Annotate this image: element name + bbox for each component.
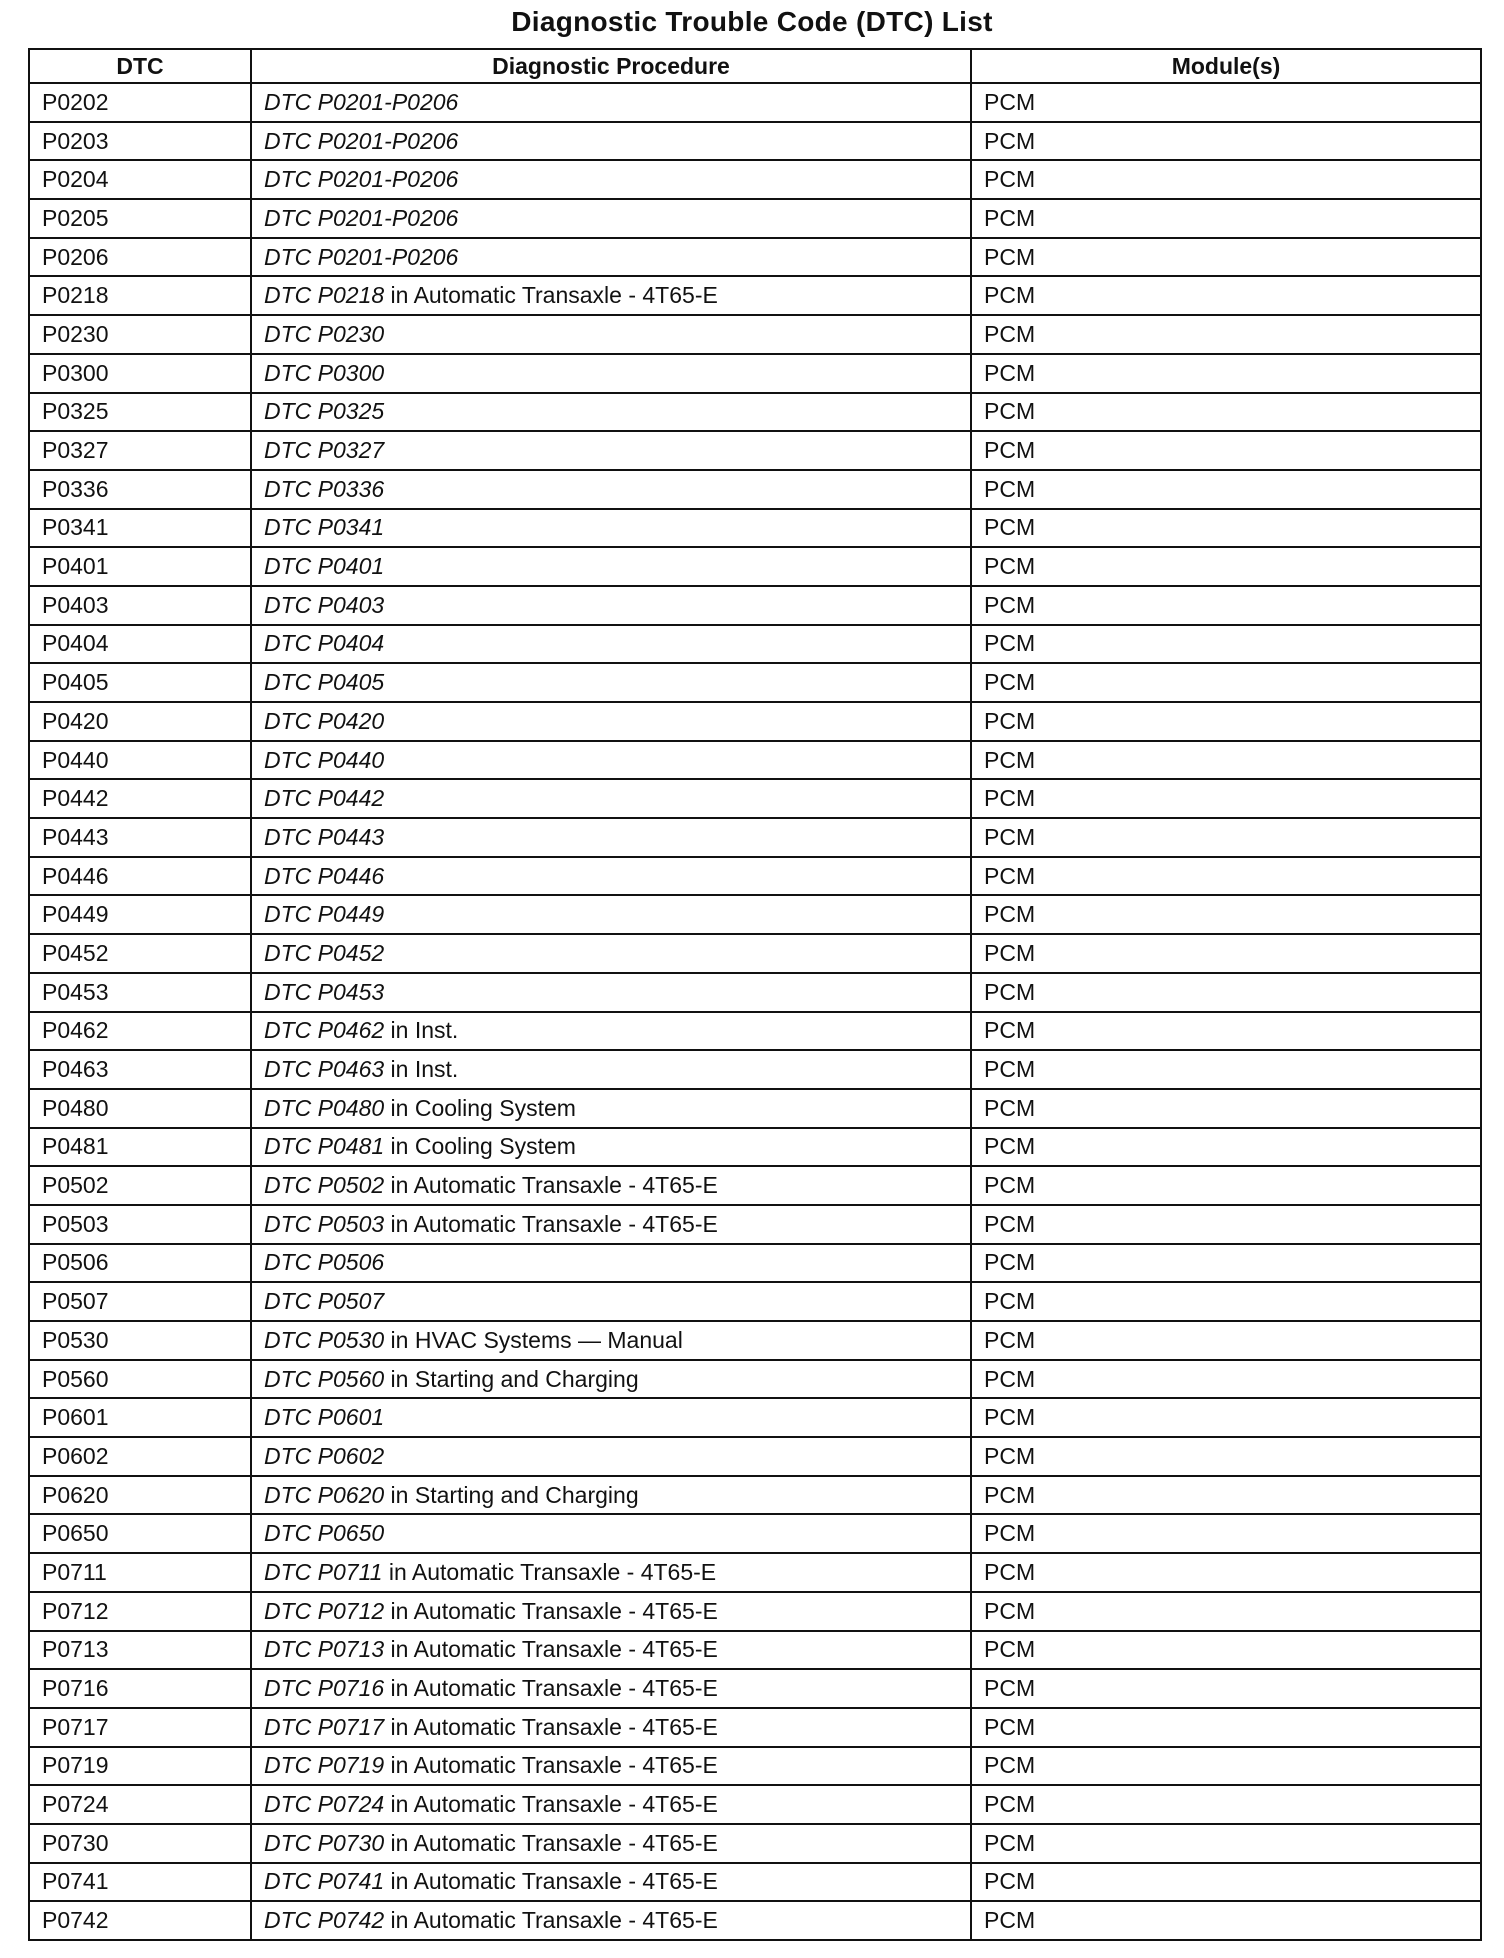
module-cell: PCM	[971, 1514, 1481, 1553]
table-row	[29, 1553, 1481, 1592]
table-row	[29, 779, 1481, 818]
dtc-code-cell: P0440	[29, 741, 251, 780]
procedure-link[interactable]: DTC P0530	[264, 1326, 385, 1353]
dtc-code-cell: P0325	[29, 393, 251, 432]
procedure-cell	[251, 1205, 971, 1244]
procedure-link[interactable]: DTC P0560	[264, 1365, 385, 1392]
table-row	[29, 741, 1481, 780]
procedure-link[interactable]: DTC P0218	[264, 282, 385, 309]
table-row	[29, 83, 1481, 122]
module-cell: PCM	[971, 393, 1481, 432]
module-cell: PCM	[971, 354, 1481, 393]
procedure-cell	[251, 160, 971, 199]
module-cell: PCM	[971, 1631, 1481, 1670]
module-cell: PCM	[971, 1321, 1481, 1360]
table-row	[29, 393, 1481, 432]
procedure-location: in Automatic Transaxle - 4T65-E	[384, 1172, 718, 1199]
table-row	[29, 586, 1481, 625]
module-cell: PCM	[971, 1476, 1481, 1515]
table-row	[29, 1205, 1481, 1244]
procedure-cell	[251, 895, 971, 934]
module-cell: PCM	[971, 1282, 1481, 1321]
procedure-cell	[251, 625, 971, 664]
procedure-cell	[251, 354, 971, 393]
procedure-cell	[251, 1244, 971, 1283]
procedure-cell	[251, 1437, 971, 1476]
module-cell: PCM	[971, 1244, 1481, 1283]
module-cell: PCM	[971, 238, 1481, 277]
table-row	[29, 122, 1481, 161]
module-cell: PCM	[971, 857, 1481, 896]
procedure-location: in Automatic Transaxle - 4T65-E	[384, 1829, 718, 1856]
dtc-code-cell: P0560	[29, 1360, 251, 1399]
dtc-code-cell: P0462	[29, 1012, 251, 1051]
dtc-code-cell: P0336	[29, 470, 251, 509]
dtc-code-cell: P0741	[29, 1863, 251, 1902]
procedure-link[interactable]: DTC P0741	[264, 1868, 385, 1895]
table-row	[29, 1824, 1481, 1863]
dtc-code-cell: P0446	[29, 857, 251, 896]
procedure-link[interactable]: DTC P0507	[264, 1288, 385, 1315]
procedure-cell	[251, 1747, 971, 1786]
procedure-location: in Cooling System	[384, 1094, 576, 1121]
procedure-cell	[251, 1321, 971, 1360]
module-cell: PCM	[971, 1824, 1481, 1863]
procedure-cell	[251, 779, 971, 818]
page-title: Diagnostic Trouble Code (DTC) List	[511, 6, 993, 37]
dtc-table	[28, 48, 1482, 1941]
dtc-code-cell: P0443	[29, 818, 251, 857]
table-header-row	[29, 49, 1481, 83]
procedure-link[interactable]: DTC P0502	[264, 1172, 385, 1199]
procedure-link[interactable]: DTC P0405	[264, 669, 385, 696]
table-row	[29, 663, 1481, 702]
procedure-cell	[251, 1089, 971, 1128]
dtc-code-cell: P0442	[29, 779, 251, 818]
procedure-link[interactable]: DTC P0719	[264, 1752, 385, 1779]
procedure-cell	[251, 934, 971, 973]
procedure-link[interactable]: DTC P0506	[264, 1249, 385, 1276]
module-cell: PCM	[971, 586, 1481, 625]
procedure-cell	[251, 1901, 971, 1940]
procedure-location: in Automatic Transaxle - 4T65-E	[384, 1675, 718, 1702]
table-row	[29, 354, 1481, 393]
dtc-code-cell: P0502	[29, 1166, 251, 1205]
procedure-cell	[251, 199, 971, 238]
table-row	[29, 509, 1481, 548]
table-row	[29, 1631, 1481, 1670]
module-cell: PCM	[971, 1863, 1481, 1902]
dtc-code-cell: P0449	[29, 895, 251, 934]
dtc-code-cell: P0712	[29, 1592, 251, 1631]
procedure-link[interactable]: DTC P0201-P0206	[264, 204, 459, 231]
dtc-code-cell: P0742	[29, 1901, 251, 1940]
procedure-cell	[251, 702, 971, 741]
table-row	[29, 315, 1481, 354]
module-cell: PCM	[971, 1747, 1481, 1786]
procedure-link[interactable]: DTC P0481	[264, 1133, 385, 1160]
dtc-code-cell: P0507	[29, 1282, 251, 1321]
table-row	[29, 625, 1481, 664]
table-row	[29, 199, 1481, 238]
module-cell: PCM	[971, 1553, 1481, 1592]
module-cell: PCM	[971, 199, 1481, 238]
procedure-cell	[251, 122, 971, 161]
dtc-code-cell: P0401	[29, 547, 251, 586]
table-row	[29, 973, 1481, 1012]
procedure-cell	[251, 1128, 971, 1167]
module-cell: PCM	[971, 973, 1481, 1012]
dtc-code-cell: P0711	[29, 1553, 251, 1592]
procedure-link[interactable]: DTC P0201-P0206	[264, 166, 459, 193]
procedure-link[interactable]: DTC P0711	[264, 1558, 383, 1585]
procedure-cell	[251, 857, 971, 896]
procedure-location: in Automatic Transaxle - 4T65-E	[384, 1868, 718, 1895]
procedure-link[interactable]: DTC P0620	[264, 1481, 385, 1508]
procedure-link[interactable]: DTC P0401	[264, 553, 385, 580]
procedure-location: in Automatic Transaxle - 4T65-E	[384, 1636, 718, 1663]
procedure-link[interactable]: DTC P0650	[264, 1520, 385, 1547]
module-cell: PCM	[971, 1437, 1481, 1476]
table-row	[29, 547, 1481, 586]
procedure-cell	[251, 818, 971, 857]
procedure-location: in Cooling System	[384, 1133, 576, 1160]
table-row	[29, 934, 1481, 973]
table-row	[29, 895, 1481, 934]
module-cell: PCM	[971, 1089, 1481, 1128]
procedure-link[interactable]: DTC P0480	[264, 1094, 385, 1121]
procedure-cell	[251, 393, 971, 432]
procedure-link[interactable]: DTC P0230	[264, 320, 385, 347]
module-cell: PCM	[971, 509, 1481, 548]
module-cell: PCM	[971, 702, 1481, 741]
dtc-code-cell: P0716	[29, 1669, 251, 1708]
procedure-location: in HVAC Systems — Manual	[384, 1326, 683, 1353]
dtc-code-cell: P0719	[29, 1747, 251, 1786]
procedure-location: in Automatic Transaxle - 4T65-E	[384, 1907, 718, 1934]
procedure-cell	[251, 431, 971, 470]
dtc-code-cell: P0203	[29, 122, 251, 161]
procedure-link[interactable]: DTC P0712	[264, 1597, 385, 1624]
procedure-cell	[251, 1708, 971, 1747]
module-cell: PCM	[971, 1166, 1481, 1205]
procedure-location: in Starting and Charging	[384, 1365, 639, 1392]
module-cell: PCM	[971, 1128, 1481, 1167]
procedure-location: in Automatic Transaxle - 4T65-E	[384, 1597, 718, 1624]
module-cell: PCM	[971, 1901, 1481, 1940]
procedure-cell	[251, 1012, 971, 1051]
dtc-code-cell: P0503	[29, 1205, 251, 1244]
procedure-link[interactable]: DTC P0713	[264, 1636, 385, 1663]
module-cell: PCM	[971, 895, 1481, 934]
procedure-cell	[251, 509, 971, 548]
dtc-code-cell: P0452	[29, 934, 251, 973]
dtc-code-cell: P0404	[29, 625, 251, 664]
module-cell: PCM	[971, 547, 1481, 586]
procedure-cell	[251, 315, 971, 354]
dtc-code-cell: P0480	[29, 1089, 251, 1128]
module-cell: PCM	[971, 1785, 1481, 1824]
table-row	[29, 276, 1481, 315]
procedure-link[interactable]: DTC P0602	[264, 1442, 385, 1469]
dtc-code-cell: P0620	[29, 1476, 251, 1515]
procedure-link[interactable]: DTC P0462	[264, 1017, 385, 1044]
procedure-cell	[251, 1050, 971, 1089]
module-cell: PCM	[971, 1592, 1481, 1631]
procedure-link[interactable]: DTC P0300	[264, 359, 385, 386]
dtc-code-cell: P0341	[29, 509, 251, 548]
procedure-cell	[251, 238, 971, 277]
dtc-code-cell: P0202	[29, 83, 251, 122]
procedure-link[interactable]: DTC P0463	[264, 1056, 385, 1083]
procedure-cell	[251, 973, 971, 1012]
dtc-code-cell: P0327	[29, 431, 251, 470]
procedure-link[interactable]: DTC P0201-P0206	[264, 127, 459, 154]
procedure-link[interactable]: DTC P0452	[264, 939, 385, 966]
column-header-procedure: Diagnostic Procedure	[251, 49, 971, 83]
table-row	[29, 470, 1481, 509]
dtc-code-cell: P0218	[29, 276, 251, 315]
table-row	[29, 1282, 1481, 1321]
table-row	[29, 1592, 1481, 1631]
table-row	[29, 1863, 1481, 1902]
module-cell: PCM	[971, 276, 1481, 315]
module-cell: PCM	[971, 779, 1481, 818]
procedure-link[interactable]: DTC P0403	[264, 591, 385, 618]
table-body	[29, 83, 1481, 1940]
table-row	[29, 1514, 1481, 1553]
table-row	[29, 1050, 1481, 1089]
dtc-code-cell: P0453	[29, 973, 251, 1012]
table-row	[29, 702, 1481, 741]
procedure-location: in Automatic Transaxle - 4T65-E	[382, 1558, 717, 1585]
table-row	[29, 1321, 1481, 1360]
procedure-cell	[251, 1282, 971, 1321]
procedure-location: in Automatic Transaxle - 4T65-E	[384, 1713, 718, 1740]
procedure-location: in Automatic Transaxle - 4T65-E	[384, 1752, 718, 1779]
dtc-code-cell: P0650	[29, 1514, 251, 1553]
dtc-code-cell: P0724	[29, 1785, 251, 1824]
module-cell: PCM	[971, 1012, 1481, 1051]
dtc-code-cell: P0420	[29, 702, 251, 741]
procedure-link[interactable]: DTC P0325	[264, 398, 385, 425]
procedure-cell	[251, 83, 971, 122]
procedure-location: in Inst.	[384, 1056, 459, 1083]
procedure-cell	[251, 1785, 971, 1824]
table-row	[29, 1437, 1481, 1476]
module-cell: PCM	[971, 625, 1481, 664]
procedure-cell	[251, 1631, 971, 1670]
module-cell: PCM	[971, 160, 1481, 199]
procedure-cell	[251, 741, 971, 780]
module-cell: PCM	[971, 470, 1481, 509]
dtc-code-cell: P0204	[29, 160, 251, 199]
dtc-code-cell: P0206	[29, 238, 251, 277]
dtc-code-cell: P0230	[29, 315, 251, 354]
table-row	[29, 160, 1481, 199]
procedure-link[interactable]: DTC P0404	[264, 630, 385, 657]
module-cell: PCM	[971, 122, 1481, 161]
procedure-link[interactable]: DTC P0503	[264, 1210, 385, 1237]
module-cell: PCM	[971, 1050, 1481, 1089]
dtc-code-cell: P0463	[29, 1050, 251, 1089]
module-cell: PCM	[971, 818, 1481, 857]
procedure-cell	[251, 1669, 971, 1708]
procedure-cell	[251, 586, 971, 625]
table-row	[29, 857, 1481, 896]
module-cell: PCM	[971, 934, 1481, 973]
dtc-code-cell: P0530	[29, 1321, 251, 1360]
procedure-cell	[251, 1360, 971, 1399]
table-row	[29, 1785, 1481, 1824]
table-row	[29, 1244, 1481, 1283]
dtc-code-cell: P0602	[29, 1437, 251, 1476]
procedure-link[interactable]: DTC P0440	[264, 746, 385, 773]
procedure-location: in Automatic Transaxle - 4T65-E	[384, 282, 718, 309]
dtc-code-cell: P0300	[29, 354, 251, 393]
procedure-location: in Starting and Charging	[384, 1481, 639, 1508]
procedure-link[interactable]: DTC P0336	[264, 475, 385, 502]
procedure-link[interactable]: DTC P0442	[264, 785, 385, 812]
procedure-link[interactable]: DTC P0449	[264, 901, 385, 928]
procedure-link[interactable]: DTC P0716	[264, 1675, 385, 1702]
module-cell: PCM	[971, 1205, 1481, 1244]
dtc-code-cell: P0403	[29, 586, 251, 625]
table-row	[29, 1669, 1481, 1708]
procedure-link[interactable]: DTC P0201-P0206	[264, 88, 459, 115]
table-row	[29, 818, 1481, 857]
module-cell: PCM	[971, 315, 1481, 354]
column-header-modules: Module(s)	[971, 49, 1481, 83]
module-cell: PCM	[971, 83, 1481, 122]
module-cell: PCM	[971, 1398, 1481, 1437]
procedure-cell	[251, 470, 971, 509]
table-row	[29, 1398, 1481, 1437]
procedure-cell	[251, 547, 971, 586]
module-cell: PCM	[971, 1360, 1481, 1399]
procedure-link[interactable]: DTC P0443	[264, 823, 385, 850]
table-row	[29, 1166, 1481, 1205]
dtc-code-cell: P0713	[29, 1631, 251, 1670]
table-row	[29, 1708, 1481, 1747]
procedure-link[interactable]: DTC P0601	[264, 1404, 385, 1431]
procedure-link[interactable]: DTC P0446	[264, 862, 385, 889]
procedure-location: in Automatic Transaxle - 4T65-E	[384, 1791, 718, 1818]
procedure-link[interactable]: DTC P0327	[264, 437, 385, 464]
column-header-dtc: DTC	[29, 49, 251, 83]
procedure-cell	[251, 1514, 971, 1553]
procedure-cell	[251, 276, 971, 315]
dtc-code-cell: P0205	[29, 199, 251, 238]
module-cell: PCM	[971, 431, 1481, 470]
procedure-cell	[251, 663, 971, 702]
dtc-code-cell: P0405	[29, 663, 251, 702]
dtc-code-cell: P0506	[29, 1244, 251, 1283]
module-cell: PCM	[971, 1708, 1481, 1747]
procedure-cell	[251, 1398, 971, 1437]
table-row	[29, 1089, 1481, 1128]
dtc-code-cell: P0717	[29, 1708, 251, 1747]
procedure-link[interactable]: DTC P0341	[264, 514, 385, 541]
procedure-location: in Automatic Transaxle - 4T65-E	[384, 1210, 718, 1237]
module-cell: PCM	[971, 663, 1481, 702]
procedure-cell	[251, 1863, 971, 1902]
procedure-cell	[251, 1553, 971, 1592]
table-row	[29, 1128, 1481, 1167]
procedure-link[interactable]: DTC P0730	[264, 1829, 385, 1856]
dtc-code-cell: P0481	[29, 1128, 251, 1167]
dtc-code-cell: P0730	[29, 1824, 251, 1863]
procedure-cell	[251, 1592, 971, 1631]
table-row	[29, 431, 1481, 470]
procedure-cell	[251, 1476, 971, 1515]
procedure-location: in Inst.	[384, 1017, 459, 1044]
table-row	[29, 238, 1481, 277]
procedure-link[interactable]: DTC P0201-P0206	[264, 243, 459, 270]
procedure-cell	[251, 1824, 971, 1863]
table-row	[29, 1360, 1481, 1399]
table-row	[29, 1901, 1481, 1940]
table-row	[29, 1476, 1481, 1515]
table-row	[29, 1012, 1481, 1051]
procedure-link[interactable]: DTC P0453	[264, 978, 385, 1005]
module-cell: PCM	[971, 1669, 1481, 1708]
procedure-link[interactable]: DTC P0724	[264, 1791, 385, 1818]
procedure-link[interactable]: DTC P0717	[264, 1713, 385, 1740]
procedure-link[interactable]: DTC P0420	[264, 707, 385, 734]
procedure-link[interactable]: DTC P0742	[264, 1907, 385, 1934]
procedure-cell	[251, 1166, 971, 1205]
dtc-code-cell: P0601	[29, 1398, 251, 1437]
table-row	[29, 1747, 1481, 1786]
module-cell: PCM	[971, 741, 1481, 780]
